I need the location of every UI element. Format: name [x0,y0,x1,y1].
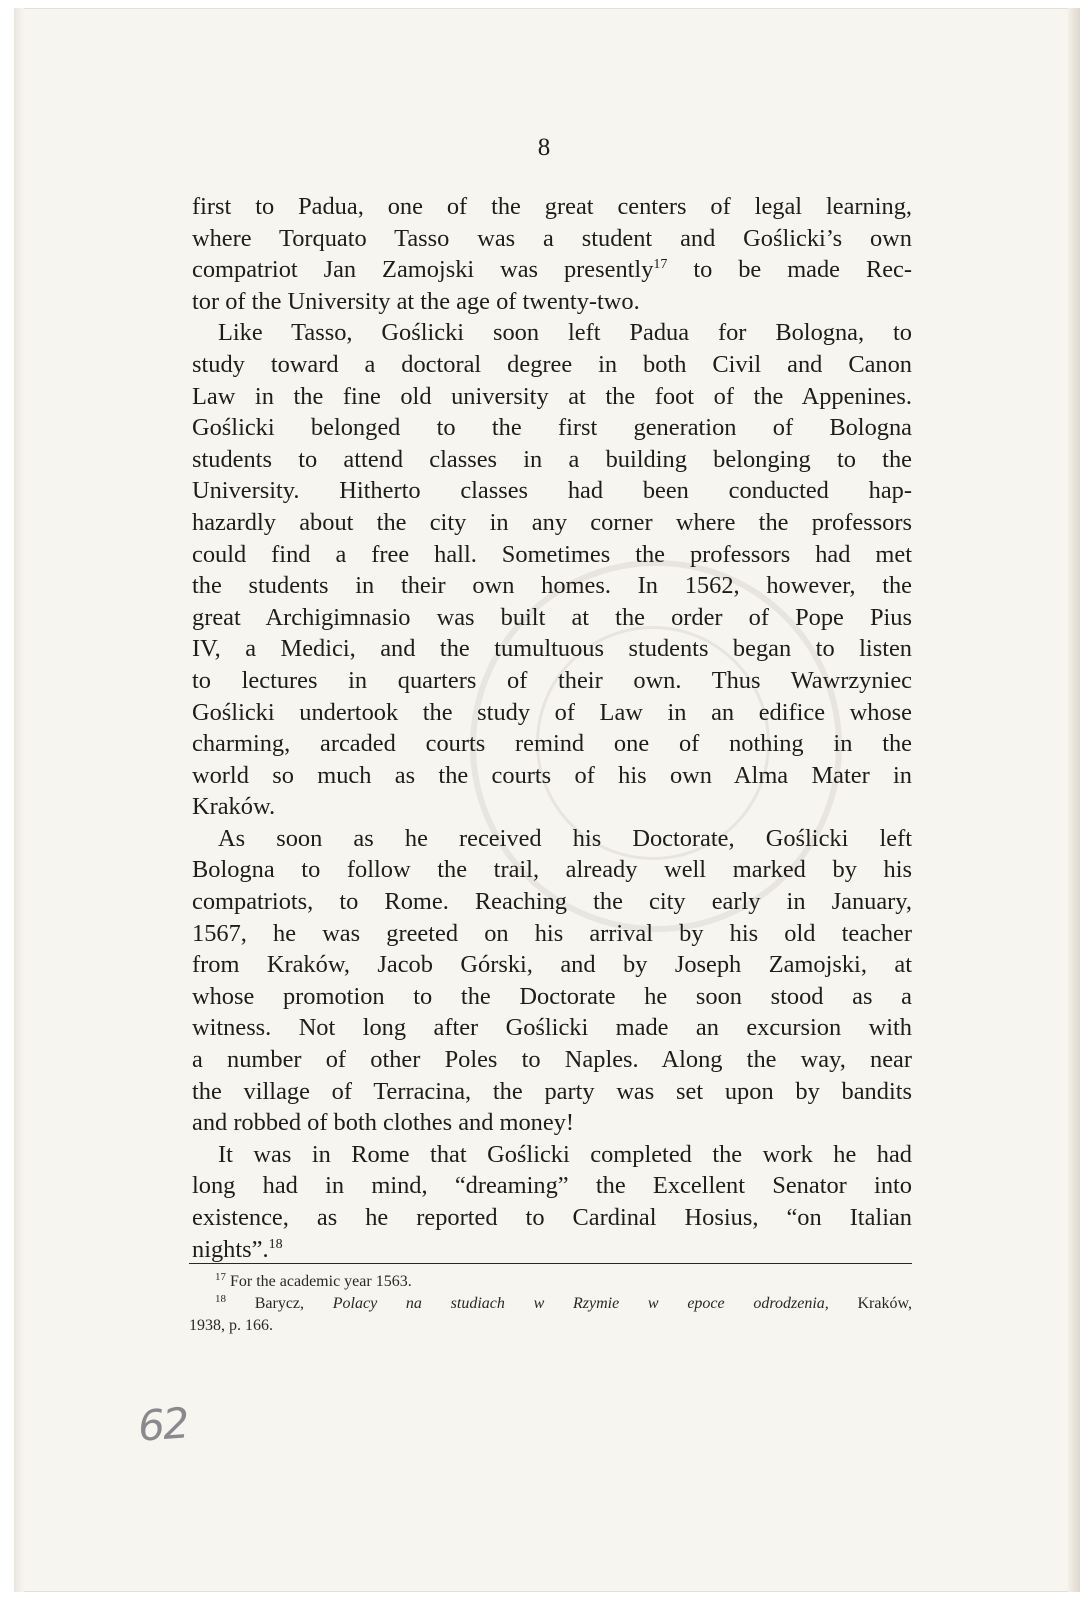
text-line: world so much as the courts of his own Alma Mater in [192,761,912,789]
footnote-17 [189,1271,912,1293]
paragraph-start: As soon as he received his Doctorate, Goślicki left [218,824,912,852]
footnote-18-continued: 1938, p. 166. [189,1317,273,1334]
text-line-with-footnote [192,1234,912,1266]
text-line: hazardly about the city in any corner where the professors [192,508,912,536]
text-line: and robbed of both clothes and money! [192,1109,575,1137]
text-line: to lectures in quarters of their own. Thus Wawrzyniec [192,666,912,694]
footnote-title: Polacy na studiach w Rzymie w epoce odrodzenia, [332,1295,829,1312]
text-line: great Archigimnasio was built at the order of Pope Pius [192,603,912,631]
text-line: Goślicki undertook the study of Law in an edifice whose [192,698,912,726]
footnote-text: For the academic year 1563. [226,1273,412,1290]
text-line: the students in their own homes. In 1562, however, the [192,572,912,600]
footnote-place: Kraków, [828,1295,912,1312]
text-line: existence, as he reported to Cardinal Hosius, “on Italian [192,1204,912,1231]
paragraph-start: It was in Rome that Goślicki completed the work he had [218,1140,912,1168]
footnote-ref-18: 18 [268,1236,283,1252]
page-number: 8 [537,134,551,161]
footnote-author: Barycz, [226,1295,333,1312]
text-line: could find a free hall. Sometimes the professors had met [192,540,912,568]
text-line: from Kraków, Jacob Górski, and by Joseph Zamojski, at [192,951,912,979]
text-line: witness. Not long after Goślicki made an excursion with [192,1014,912,1042]
text-line: the village of Terracina, the party was set upon by bandits [192,1077,912,1105]
text-line: 1567, he was greeted on his arrival by his old teacher [192,919,912,947]
text-line: students to attend classes in a building belonging to the [192,445,912,473]
body-text [192,191,912,1265]
text-line: whose promotion to the Doctorate he soon stood as a [192,982,912,1010]
text-segment: to be made Rec- [667,256,912,284]
footnote-number: 18 [215,1293,226,1305]
text-line: Law in the fine old university at the foot of the Appenines. [192,382,912,410]
footnote-ref-17: 17 [653,257,668,273]
text-line: where Torquato Tasso was a student and Goślicki’s own [192,224,912,252]
text-line: Goślicki belonged to the first generation of Bologna [192,414,912,442]
text-line: a number of other Poles to Naples. Along the way, near [192,1046,912,1074]
text-line: first to Padua, one of the great centers of legal learning, [192,193,912,220]
paper-left-edge [14,8,24,1592]
text-line: IV, a Medici, and the tumultuous students began to listen [192,635,912,663]
text-segment: nights”. [192,1235,269,1263]
text-line: long had in mind, “dreaming” the Excellent Senator into [192,1172,912,1200]
text-line: Kraków. [192,793,276,821]
paper-right-edge [1068,8,1080,1592]
footnote-18 [189,1293,912,1315]
text-line: study toward a doctoral degree in both Civil and Canon [192,350,912,378]
text-line: compatriots, to Rome. Reaching the city early in January, [192,888,912,916]
text-line: tor of the University at the age of twenty-two. [192,287,640,315]
paragraph-start: Like Tasso, Goślicki soon left Padua for Bologna, to [218,319,912,347]
text-segment: compatriot Jan Zamojski was presently [192,256,654,284]
handwritten-page-annotation: 62 [136,1398,190,1451]
text-line: University. Hitherto classes had been conducted hap- [192,477,912,505]
text-line: charming, arcaded courts remind one of nothing in the [192,730,912,758]
text-line-with-footnote [192,254,912,286]
text-line: Bologna to follow the trail, already well marked by his [192,856,912,884]
footnotes [189,1271,912,1337]
footnote-number: 17 [215,1271,226,1283]
footnote-divider [189,1263,912,1264]
